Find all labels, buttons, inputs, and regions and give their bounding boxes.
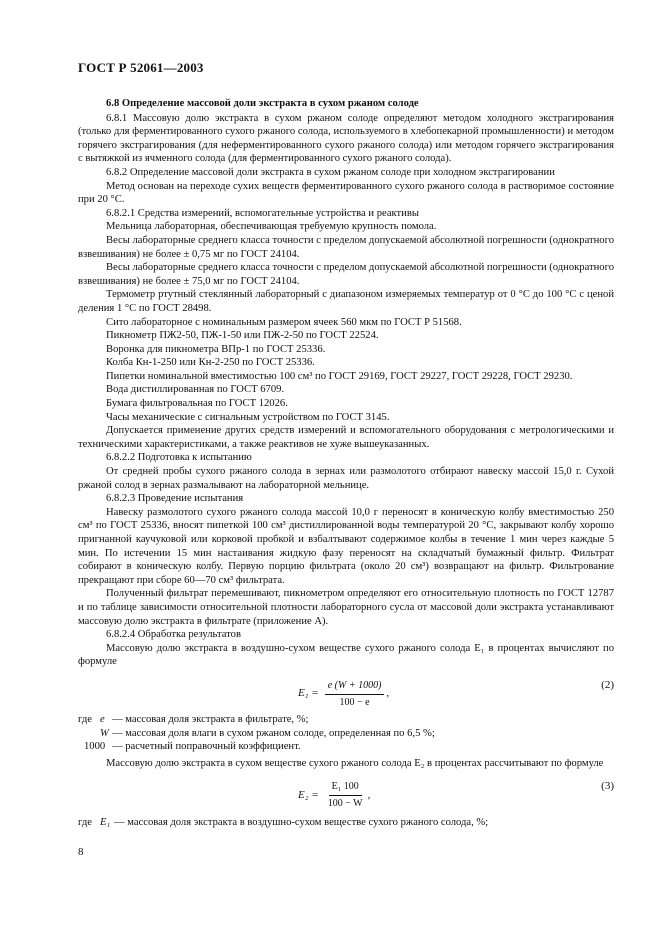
paragraph-preparation: От средней пробы сухого ржаного солода в зернах или размолотого отбирают навеску массой 15,0 г. Сухой ржаной солод в зернах размалывают на лабораторной мельнице.	[78, 466, 614, 491]
document-body	[78, 97, 614, 830]
equipment-scales-1: Весы лабораторные среднего класса точности с пределом допускаемой абсолютной погрешности (однократного взвешивания) не более ± 0,75 мг по ГОСТ 24104.	[78, 234, 614, 260]
paragraph-method: Метод основан на переходе сухих веществ ферментированного сухого ржаного солода в растворимое состояние при 20 °С.	[78, 180, 614, 206]
formula-2-legend	[78, 713, 614, 754]
formula-2-numerator: e (W + 1000)	[325, 679, 385, 695]
equipment-mill: Мельница лабораторная, обеспечивающая требуемую крупность помола.	[106, 221, 437, 233]
formula-3-lhs: E₂ =	[298, 788, 319, 801]
formula-2-lhs: E₁ =	[298, 687, 319, 700]
paragraph-allowance: Допускается применение других средств измерений и вспомогательного оборудования с метрологическими и техническими характеристиками, а также реактивов не хуже вышеуказанных.	[78, 425, 614, 450]
legend-row: 1000 — расчетный поправочный коэффициент.	[84, 741, 301, 753]
formula-3-numerator: E₁ 100	[329, 780, 362, 796]
formula-3-denominator: 100 − W	[327, 797, 363, 809]
equipment-clock: Часы механические с сигнальным устройством по ГОСТ 3145.	[106, 411, 390, 423]
legend-row: где E₁ — массовая доля экстракта в воздушно-сухом веществе сухого ржаного солода, %;	[78, 817, 489, 829]
formula-2	[78, 675, 614, 709]
equipment-thermometer: Термометр ртутный стеклянный лабораторный с диапазоном измеряемых температур от 0 °С до 100 °С с ценой деления 1 °С по ГОСТ 28498.	[78, 289, 614, 314]
equipment-scales-2: Весы лабораторные среднего класса точности с пределом допускаемой абсолютной погрешности (однократного взвешивания) не более ± 75,0 мг по ГОСТ 24104.	[78, 262, 614, 287]
equipment-funnel: Воронка для пикнометра ВПр-1 по ГОСТ 25336.	[106, 343, 326, 355]
subsection-6-8-2-4: 6.8.2.4 Обработка результатов	[106, 629, 241, 641]
reagent-paper: Бумага фильтровальная по ГОСТ 12026.	[106, 398, 288, 410]
equipment-flask: Колба Кн-1-250 или Кн-2-250 по ГОСТ 25336.	[106, 357, 315, 369]
subsection-6-8-2-1: 6.8.2.1 Средства измерений, вспомогательные устройства и реактивы	[106, 207, 419, 219]
paragraph-6-8-1: 6.8.1 Массовую долю экстракта в сухом ржаном солоде определяют методом холодного экстрагирования (только для ферментированного сухого ржаного солода, используемого в хлебопекарной промышленности) и методом горячего экстрагирования (для неферментированного сухого ржаного солода) или методом горячего экстрагирования с вытяжкой из ячменного солода (для ферментированного сухого ржаного солода).	[78, 112, 614, 165]
paragraph-6-8-2: 6.8.2 Определение массовой доли экстракта в сухом ржаном солоде при холодном экстрагировании	[106, 166, 555, 178]
formula-2-tail: ,	[386, 687, 390, 700]
formula-2-number: (2)	[601, 678, 614, 691]
paragraph-density: Полученный фильтрат перемешивают, пикнометром определяют его относительную плотность по ГОСТ 12787 и по таблице зависимости относительной плотности лабораторного сусла от массовой доли экстракта устанавливают массовую долю экстракта в фильтрате (приложение А).	[78, 588, 614, 627]
formula-3-legend	[78, 816, 614, 830]
section-title: 6.8 Определение массовой доли экстракта в сухом ржаном солоде	[106, 98, 419, 109]
formula-3-tail: ,	[367, 788, 371, 801]
formula-2-fraction	[325, 679, 385, 709]
equipment-pipettes: Пипетки номинальной вместимостью 100 см³ по ГОСТ 29169, ГОСТ 29227, ГОСТ 29228, ГОСТ 29230.	[106, 370, 573, 382]
equipment-sieve: Сито лабораторное с номинальным размером ячеек 560 мкм по ГОСТ Р 51568.	[106, 316, 462, 328]
formula-3-number: (3)	[601, 780, 614, 793]
subsection-6-8-2-3: 6.8.2.3 Проведение испытания	[106, 493, 244, 505]
reagent-water: Вода дистиллированная по ГОСТ 6709.	[106, 384, 285, 396]
formula-3-fraction	[325, 780, 366, 810]
page-number: 8	[78, 846, 84, 858]
paragraph-procedure: Навеску размолотого сухого ржаного солода массой 10,0 г переносят в коническую колбу вместимостью 250 см³ по ГОСТ 25336, вносят пипеткой 100 см³ дистиллированной воды температурой 20 °С, закрывают колбу хорошо пригнанной каучуковой или корковой пробкой и взбалтывают содержимое колбы в течение 1 мин через каждые 5 мин. По истечении 15 мин настаивания жидкую фазу переносят на складчатый бумажный фильтр. Фильтрат собирают в коническую колбу. Первую порцию фильтрата (около 20 см³) возвращают на фильтр. Фильтрование прекращают при сборе 60—70 см³ фильтрата.	[78, 506, 614, 586]
document-header: ГОСТ Р 52061—2003	[78, 60, 204, 75]
subsection-6-8-2-2: 6.8.2.2 Подготовка к испытанию	[106, 452, 252, 464]
legend-row: W — массовая доля влаги в сухом ржаном солоде, определенная по 6,5 %;	[100, 727, 435, 739]
legend-row: где e — массовая доля экстракта в фильтрате, %;	[78, 713, 309, 725]
paragraph-formula-2-intro: Массовую долю экстракта в воздушно-сухом веществе сухого ржаного солода E₁ в процентах вычисляют по формуле	[78, 642, 614, 668]
equipment-pycnometer: Пикнометр ПЖ2-50, ПЖ-1-50 или ПЖ-2-50 по ГОСТ 22524.	[106, 330, 379, 342]
paragraph-formula-3-intro: Массовую долю экстракта в сухом веществе сухого ржаного солода E₂ в процентах рассчитывают по формуле	[106, 757, 604, 769]
formula-2-denominator: 100 − e	[339, 696, 370, 708]
formula-3	[78, 776, 614, 812]
